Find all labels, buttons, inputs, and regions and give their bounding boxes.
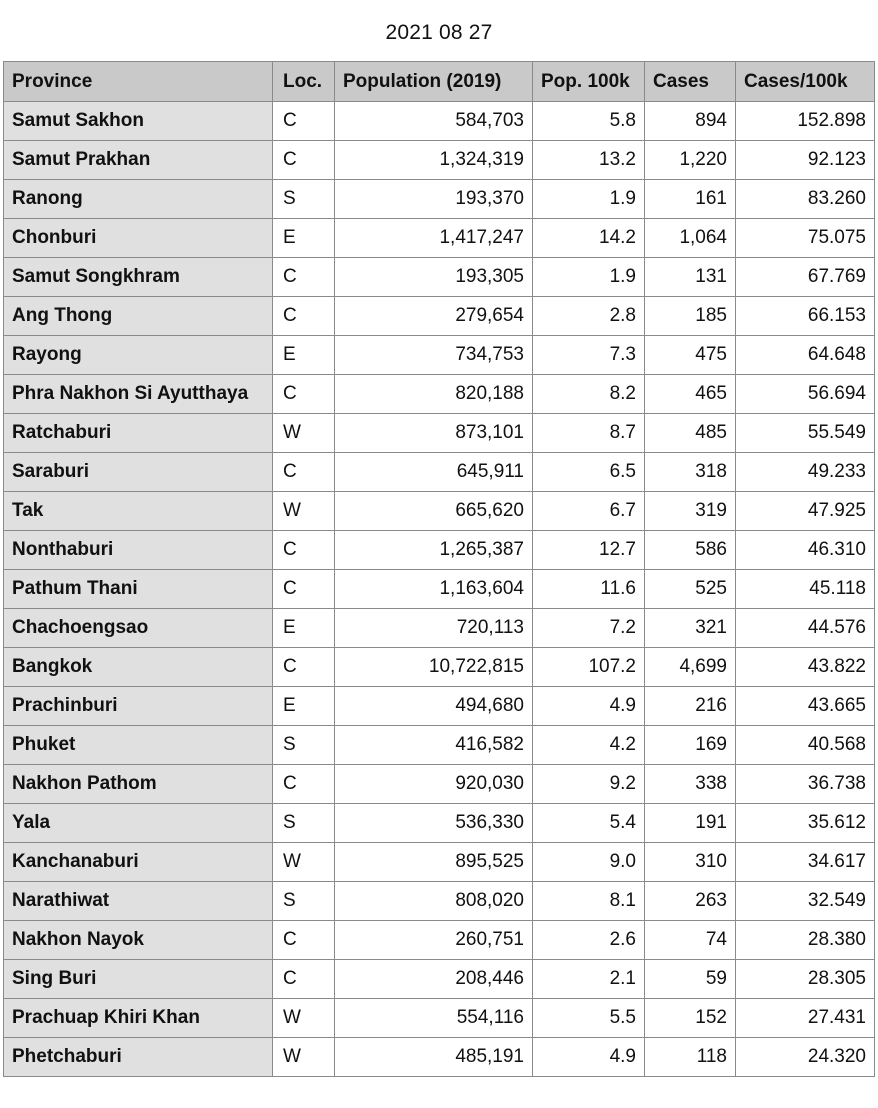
loc-cell: C [273, 375, 335, 414]
table-row [4, 414, 875, 453]
table-row [4, 492, 875, 531]
population-cell: 873,101 [335, 414, 533, 453]
pop-100k-cell: 7.3 [533, 336, 645, 375]
pop-100k-cell: 2.6 [533, 921, 645, 960]
province-cell: Ratchaburi [4, 414, 273, 453]
pop-100k-cell: 5.4 [533, 804, 645, 843]
province-cell: Ang Thong [4, 297, 273, 336]
table-row [4, 570, 875, 609]
population-cell: 416,582 [335, 726, 533, 765]
province-cell: Chachoengsao [4, 609, 273, 648]
table-row [4, 1038, 875, 1077]
cases-cell: 161 [645, 180, 736, 219]
population-cell: 10,722,815 [335, 648, 533, 687]
province-cell: Bangkok [4, 648, 273, 687]
cases-per-100k-cell: 24.320 [736, 1038, 875, 1077]
cases-per-100k-cell: 152.898 [736, 102, 875, 141]
loc-cell: W [273, 999, 335, 1038]
table-row [4, 141, 875, 180]
loc-cell: C [273, 258, 335, 297]
cases-per-100k-cell: 47.925 [736, 492, 875, 531]
cases-per-100k-cell: 92.123 [736, 141, 875, 180]
cases-per-100k-cell: 66.153 [736, 297, 875, 336]
population-cell: 485,191 [335, 1038, 533, 1077]
loc-cell: C [273, 102, 335, 141]
header-province: Province [4, 62, 273, 102]
cases-per-100k-cell: 43.822 [736, 648, 875, 687]
cases-per-100k-cell: 45.118 [736, 570, 875, 609]
cases-cell: 185 [645, 297, 736, 336]
pop-100k-cell: 14.2 [533, 219, 645, 258]
pop-100k-cell: 8.1 [533, 882, 645, 921]
header-pop-100k: Pop. 100k [533, 62, 645, 102]
cases-per-100k-cell: 36.738 [736, 765, 875, 804]
table-row [4, 804, 875, 843]
pop-100k-cell: 8.7 [533, 414, 645, 453]
cases-per-100k-cell: 55.549 [736, 414, 875, 453]
loc-cell: E [273, 609, 335, 648]
province-cell: Samut Sakhon [4, 102, 273, 141]
cases-cell: 1,064 [645, 219, 736, 258]
loc-cell: C [273, 453, 335, 492]
population-cell: 536,330 [335, 804, 533, 843]
pop-100k-cell: 9.2 [533, 765, 645, 804]
population-cell: 193,305 [335, 258, 533, 297]
cases-cell: 475 [645, 336, 736, 375]
loc-cell: S [273, 726, 335, 765]
loc-cell: C [273, 531, 335, 570]
table-row [4, 297, 875, 336]
table-row [4, 375, 875, 414]
pop-100k-cell: 1.9 [533, 180, 645, 219]
table-row [4, 843, 875, 882]
cases-cell: 310 [645, 843, 736, 882]
pop-100k-cell: 6.5 [533, 453, 645, 492]
province-cell: Chonburi [4, 219, 273, 258]
cases-per-100k-cell: 27.431 [736, 999, 875, 1038]
population-cell: 720,113 [335, 609, 533, 648]
cases-cell: 191 [645, 804, 736, 843]
table-row [4, 726, 875, 765]
cases-per-100k-cell: 75.075 [736, 219, 875, 258]
population-cell: 820,188 [335, 375, 533, 414]
loc-cell: C [273, 921, 335, 960]
table-header [4, 62, 875, 102]
table-row [4, 687, 875, 726]
cases-cell: 74 [645, 921, 736, 960]
loc-cell: C [273, 297, 335, 336]
loc-cell: E [273, 219, 335, 258]
province-cell: Yala [4, 804, 273, 843]
cases-cell: 894 [645, 102, 736, 141]
cases-per-100k-cell: 56.694 [736, 375, 875, 414]
cases-per-100k-cell: 83.260 [736, 180, 875, 219]
cases-cell: 4,699 [645, 648, 736, 687]
header-cases: Cases [645, 62, 736, 102]
cases-cell: 118 [645, 1038, 736, 1077]
population-cell: 554,116 [335, 999, 533, 1038]
page-title: 2021 08 27 [385, 21, 493, 44]
cases-cell: 169 [645, 726, 736, 765]
header-loc: Loc. [273, 62, 335, 102]
province-cell: Kanchanaburi [4, 843, 273, 882]
pop-100k-cell: 12.7 [533, 531, 645, 570]
province-cell: Samut Prakhan [4, 141, 273, 180]
cases-per-100k-cell: 35.612 [736, 804, 875, 843]
pop-100k-cell: 4.9 [533, 687, 645, 726]
cases-per-100k-cell: 28.380 [736, 921, 875, 960]
population-cell: 584,703 [335, 102, 533, 141]
cases-cell: 1,220 [645, 141, 736, 180]
table-row [4, 960, 875, 999]
cases-per-100k-cell: 49.233 [736, 453, 875, 492]
province-cell: Sing Buri [4, 960, 273, 999]
population-cell: 208,446 [335, 960, 533, 999]
pop-100k-cell: 5.5 [533, 999, 645, 1038]
province-cell: Nonthaburi [4, 531, 273, 570]
province-cell: Narathiwat [4, 882, 273, 921]
pop-100k-cell: 7.2 [533, 609, 645, 648]
province-cell: Tak [4, 492, 273, 531]
pop-100k-cell: 13.2 [533, 141, 645, 180]
table-row [4, 999, 875, 1038]
cases-cell: 525 [645, 570, 736, 609]
table-row [4, 102, 875, 141]
cases-cell: 586 [645, 531, 736, 570]
table-row [4, 258, 875, 297]
table-row [4, 531, 875, 570]
cases-cell: 319 [645, 492, 736, 531]
pop-100k-cell: 4.2 [533, 726, 645, 765]
cases-per-100k-cell: 44.576 [736, 609, 875, 648]
population-cell: 1,417,247 [335, 219, 533, 258]
cases-cell: 338 [645, 765, 736, 804]
table-row [4, 180, 875, 219]
pop-100k-cell: 8.2 [533, 375, 645, 414]
pop-100k-cell: 9.0 [533, 843, 645, 882]
cases-per-100k-cell: 67.769 [736, 258, 875, 297]
pop-100k-cell: 2.8 [533, 297, 645, 336]
loc-cell: C [273, 570, 335, 609]
table-row [4, 453, 875, 492]
province-cell: Phuket [4, 726, 273, 765]
pop-100k-cell: 4.9 [533, 1038, 645, 1077]
header-cases-per-100k: Cases/100k [736, 62, 875, 102]
loc-cell: W [273, 414, 335, 453]
province-cell: Rayong [4, 336, 273, 375]
table-row [4, 921, 875, 960]
cases-cell: 485 [645, 414, 736, 453]
province-cell: Pathum Thani [4, 570, 273, 609]
province-cell: Prachinburi [4, 687, 273, 726]
population-cell: 645,911 [335, 453, 533, 492]
cases-cell: 216 [645, 687, 736, 726]
cases-cell: 465 [645, 375, 736, 414]
pop-100k-cell: 107.2 [533, 648, 645, 687]
pop-100k-cell: 2.1 [533, 960, 645, 999]
province-cell: Samut Songkhram [4, 258, 273, 297]
loc-cell: W [273, 492, 335, 531]
cases-cell: 263 [645, 882, 736, 921]
cases-per-100k-cell: 28.305 [736, 960, 875, 999]
pop-100k-cell: 5.8 [533, 102, 645, 141]
pop-100k-cell: 11.6 [533, 570, 645, 609]
table-row [4, 765, 875, 804]
loc-cell: C [273, 960, 335, 999]
loc-cell: S [273, 180, 335, 219]
cases-cell: 318 [645, 453, 736, 492]
province-cell: Phra Nakhon Si Ayutthaya [4, 375, 273, 414]
pop-100k-cell: 1.9 [533, 258, 645, 297]
data-table [3, 61, 875, 1077]
loc-cell: E [273, 336, 335, 375]
table-row [4, 609, 875, 648]
loc-cell: E [273, 687, 335, 726]
population-cell: 665,620 [335, 492, 533, 531]
table-body [4, 102, 875, 1077]
population-cell: 260,751 [335, 921, 533, 960]
cases-per-100k-cell: 40.568 [736, 726, 875, 765]
cases-cell: 321 [645, 609, 736, 648]
cases-per-100k-cell: 46.310 [736, 531, 875, 570]
province-cell: Prachuap Khiri Khan [4, 999, 273, 1038]
pop-100k-cell: 6.7 [533, 492, 645, 531]
population-cell: 808,020 [335, 882, 533, 921]
loc-cell: W [273, 843, 335, 882]
header-row [4, 62, 875, 102]
table-row [4, 882, 875, 921]
loc-cell: S [273, 804, 335, 843]
population-cell: 1,265,387 [335, 531, 533, 570]
table-row [4, 219, 875, 258]
population-cell: 494,680 [335, 687, 533, 726]
province-cell: Nakhon Pathom [4, 765, 273, 804]
cases-per-100k-cell: 32.549 [736, 882, 875, 921]
population-cell: 1,163,604 [335, 570, 533, 609]
population-cell: 734,753 [335, 336, 533, 375]
loc-cell: S [273, 882, 335, 921]
loc-cell: C [273, 648, 335, 687]
population-cell: 920,030 [335, 765, 533, 804]
population-cell: 1,324,319 [335, 141, 533, 180]
population-cell: 279,654 [335, 297, 533, 336]
table-row [4, 648, 875, 687]
cases-cell: 152 [645, 999, 736, 1038]
province-cell: Phetchaburi [4, 1038, 273, 1077]
province-cell: Nakhon Nayok [4, 921, 273, 960]
cases-per-100k-cell: 64.648 [736, 336, 875, 375]
province-cell: Ranong [4, 180, 273, 219]
province-cell: Saraburi [4, 453, 273, 492]
cases-per-100k-cell: 43.665 [736, 687, 875, 726]
cases-cell: 131 [645, 258, 736, 297]
header-population: Population (2019) [335, 62, 533, 102]
table-row [4, 336, 875, 375]
population-cell: 895,525 [335, 843, 533, 882]
population-cell: 193,370 [335, 180, 533, 219]
cases-cell: 59 [645, 960, 736, 999]
loc-cell: C [273, 765, 335, 804]
loc-cell: C [273, 141, 335, 180]
loc-cell: W [273, 1038, 335, 1077]
cases-per-100k-cell: 34.617 [736, 843, 875, 882]
